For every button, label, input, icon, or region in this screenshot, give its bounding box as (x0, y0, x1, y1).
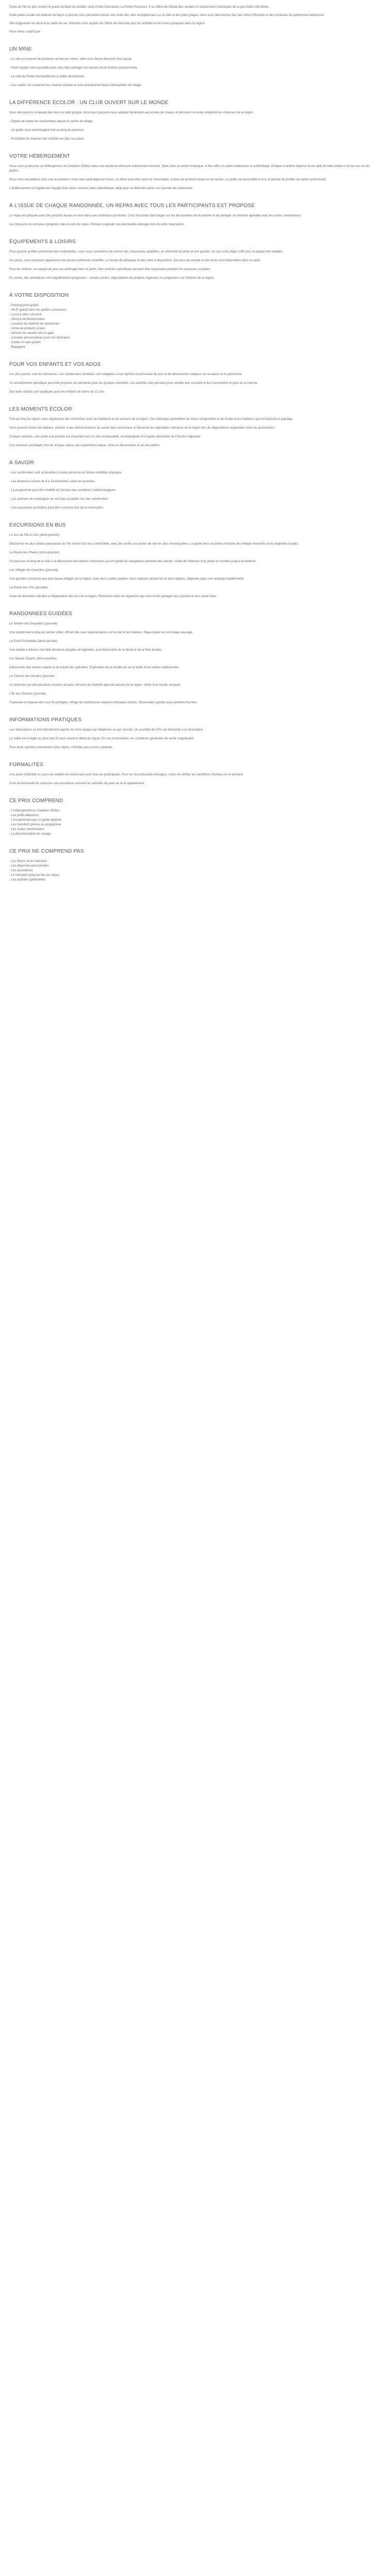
intro-paragraph: Cette petite escale est réalisée de façon à pouvoir vous permettre d'avoir une visite des sites exceptionnels sur la côte et des jolies plages. Ainsi vous découvrirez des îles riches d'histoire et des richesses du patrimoine traditionnel. (9, 14, 324, 17)
list-item: - Bagagerie (9, 346, 26, 349)
section-paragraph: Le tour de l'île en bus (demi-journée) (9, 534, 60, 537)
section-paragraph: Les Marais Salants (demi-journée) (9, 657, 57, 660)
section-heading: VOTRE HÉBERGEMENT (9, 154, 70, 159)
section-paragraph: Un encadrement spécifique peut être proposé sur demande pour les groupes d'enfants. Les activités sont pensées pour éveiller leur curiosité et leur transmettre le goût de la marche. (9, 382, 258, 385)
list-item: - Les petits-déjeuners (9, 814, 39, 817)
section-balades (9, 611, 382, 705)
section-heading: CE PRIX NE COMPREND PAS (9, 849, 84, 854)
section-heading: ÉQUIPEMENTS & LOISIRS (9, 239, 76, 245)
section-paragraph: - Un guide vous accompagne tout au long du parcours (9, 129, 84, 132)
section-paragraph: Les plus jeunes sont les bienvenus. Les randonnées familiales sont adaptées à leur rythme et ponctuées de jeux et de découvertes ludiques sur la nature et le patrimoine. (9, 373, 242, 376)
section-savoir (9, 460, 382, 511)
section-paragraph: Nous vous accueillons pour une ou plusieurs nuits avec petit-déjeuner inclus. Le dîner peut être servi sur réservation, à base de produits locaux et de saison. Le jardin est accessible à tous et permet de profiter du calme environnant. (9, 178, 327, 181)
list-item: - Cartes et topo-guides (9, 341, 41, 344)
section-paragraph: Le Sentier des Douaniers (journée) (9, 622, 58, 625)
section-paragraph: - Les animaux de compagnie ne sont pas acceptés lors des randonnées. (9, 498, 109, 501)
section-heading: RANDONNÉES GUIDÉES (9, 611, 72, 617)
list-item: - Service de blanchisserie (9, 318, 45, 321)
section-paragraph: Le Chemin des Moulins (journée) (9, 675, 55, 678)
section-formalites (9, 761, 382, 786)
section-notre-hebergement (9, 153, 382, 191)
section-paragraph: Une balade à travers une forêt ancienne peuplée de légendes, à la découverte de la faune et de la flore locales. (9, 649, 162, 652)
section-paragraph: Nous vous proposons un hébergement en chambre d'hôtes dans une ancienne demeure entièrement rénovée. Situé dans le centre historique, le lieu offre un cadre chaleureux et authentique. Chaque chambre dispose d'une salle de bain privée et d'une vue sur les jardins. (9, 165, 370, 173)
section-heading: CE PRIX COMPREND (9, 798, 63, 804)
section-heading: POUR VOS ENFANTS ET VOS ADOS (9, 362, 101, 367)
section-moments (9, 406, 382, 448)
section-difference (9, 99, 382, 142)
section-enfants (9, 361, 382, 395)
section-paragraph: - Possibilité de réserver des activités en plus sur place (9, 138, 84, 141)
section-prix-comprend (9, 798, 382, 837)
section-heading: LES MOMENTS ÉCOLOR (9, 406, 72, 412)
section-paragraph: - Les distances varient de 8 à 18 kilomètres selon les journées. (9, 480, 96, 483)
section-paragraph: Un parcours le long de la côte à la découverte des phares historiques qui ont guidé les navigateurs pendant des siècles. Visite de l'intérieur d'un phare et montée jusqu'à la lanterne. (9, 560, 257, 563)
list-item: - Les dîners et les boissons (9, 860, 47, 863)
section-paragraph: Ces moments privilégiés font de chaque séjour une expérience unique, riche en découvertes et en rencontres. (9, 444, 160, 447)
section-paragraph: Un itinéraire qui relie plusieurs moulins anciens, témoins de l'activité agricole passée de la région. Visite d'un moulin restauré. (9, 684, 182, 687)
section-paragraph: - La côte de Petite-Normandie est à visiter absolument. (9, 75, 85, 78)
section-paragraph: Pour les enfants, un espace de jeux est aménagé dans le jardin. Des activités spécifiques peuvent être organisées pendant les vacances scolaires. (9, 268, 211, 271)
section-paragraph: Les boissons ne sont pas comprises dans le prix du repas. Pensez à signaler vos éventuelles allergies lors de votre réservation. (9, 223, 185, 226)
list-item: - Les assurances (9, 869, 33, 872)
intro-paragraph: Afin d'apprécier les lieux et le cadre de vie, informez-vous auprès de l'office de tourisme pour les activités et les loisirs proposés dans la région. (9, 22, 205, 25)
list-item: - Wi-Fi gratuit dans les parties communes (9, 309, 67, 312)
list-item: - La documentation de voyage (9, 833, 51, 836)
section-paragraph: - Les ruelles ont conservé leur charme d'antan et vous entraîneront dans l'atmosphère du village. (9, 84, 142, 87)
section-list (9, 809, 382, 837)
list-item: - Local à vélos sécurisé (9, 313, 42, 316)
section-paragraph: Sur place, vous trouverez également une piscine extérieure chauffée, un terrain de pétanque et des vélos à disposition. Des jeux de société et des livres sont disponibles dans le salon. (9, 259, 261, 262)
list-item: - Conseils personnalisés pour vos itinéraires (9, 336, 70, 340)
section-list (9, 303, 382, 350)
section-paragraph: Tout au long du séjour, nous organisons des rencontres avec les habitants et les artisans de la région. Ces échanges permettent de mieux comprendre la vie locale et les traditions qui ont façonné le paysage. (9, 418, 294, 421)
section-paragraph: Une journée consacrée aux plus beaux villages de la région, avec leurs ruelles pavées, leurs maisons anciennes et leurs églises. Déjeuner dans une auberge traditionnelle. (9, 578, 245, 581)
section-list (9, 859, 382, 883)
section-paragraph: - Le programme peut être modifié en fonction des conditions météorologiques. (9, 489, 117, 492)
section-paragraph: L'établissement est également équipé d'un salon commun avec bibliothèque, idéal pour se détendre après une journée de randonnée. (9, 187, 193, 190)
section-paragraph: Pour toute question concernant votre séjour, n'hésitez pas à nous contacter. (9, 746, 113, 749)
section-paragraph: Traversée en bateau vers une île protégée, refuge de nombreuses espèces d'oiseaux marins. Observation guidée avec jumelles fournies. (9, 701, 198, 704)
section-paragraph: La Forêt Enchantée (demi-journée) (9, 640, 58, 643)
list-item: - Location de matériel de randonnée (9, 323, 59, 326)
content-sections (9, 46, 382, 883)
section-paragraph: La Route des Phares (demi-journée) (9, 551, 60, 554)
section-paragraph: Les réservations se font directement auprès de notre équipe par téléphone ou par courriel. Un acompte de 30% est demandé à la réservation. (9, 728, 204, 732)
list-item: - Les dépenses personnelles (9, 865, 49, 868)
section-paragraph: Une pièce d'identité en cours de validité est nécessaire pour tous les participants. Pour les ressortissants étrangers, merci de vérifier les conditions d'entrée sur le territoire. (9, 773, 244, 776)
section-paragraph: Vous pourrez visiter des ateliers, assister à des démonstrations de savoir-faire ancestraux et découvrir les spécialités culinaires de la région lors de dégustations organisées chez les producteurs. (9, 427, 275, 430)
section-paragraph: Il est recommandé de souscrire une assurance couvrant les activités de plein air et le rapatriement. (9, 782, 145, 785)
section-paragraph: - Notre équipe vous accueille pour vous faire partager les secrets d'une histoire passionnante. (9, 66, 138, 70)
section-paragraph: - Départ de toutes les randonnées depuis le centre du village (9, 120, 93, 123)
section-rendez-vous (9, 202, 382, 227)
list-item: - L'encadrement par un guide diplômé (9, 819, 61, 822)
section-paragraph: Chaque semaine, une sortie à la journée est proposée vers un site remarquable, accompagnée d'un guide spécialiste de l'histoire régionale. (9, 435, 201, 438)
section-paragraph: Des tarifs réduits sont appliqués pour les enfants de moins de 12 ans. (9, 391, 105, 394)
section-paragraph: Découvrez les plus beaux panoramas de l'île à bord d'un bus confortable, avec des arrêts aux points de vue les plus remarquables. Le guide vous racontera l'histoire des villages traversés et les légendes locales. (9, 543, 299, 546)
section-paragraph: Découverte des marais salants et du travail des paludiers. Explication de la récolte du sel et visite d'une saline traditionnelle. (9, 666, 180, 669)
list-item: - Parking privé gratuit (9, 304, 39, 307)
section-prix-ne-comprend (9, 848, 382, 883)
section-equipements (9, 239, 382, 281)
section-paragraph: - Le site est entouré de plusieurs anciennes mines, elles vous feront découvrir leur passé. (9, 58, 133, 61)
section-heading: À VOTRE DISPOSITION (9, 293, 69, 298)
list-item: - Vente de produits locaux (9, 327, 45, 330)
section-paragraph: La Route des Vins (journée) (9, 586, 48, 589)
intro (9, 5, 382, 35)
section-un-mine (9, 46, 382, 88)
section-paragraph: Les Villages de Caractère (journée) (9, 569, 58, 572)
intro-paragraph: Carte de l'île du plus ancien et grand archipel du monde, celui d'Abel Guimarans La Petite-Princesse. Il se réfère de l'étude des sentiers et randonnées historiques de la plus belle côte dorée. (9, 6, 270, 9)
list-item: - Les visites mentionnées (9, 828, 44, 831)
section-heading: EXCURSIONS EN BUS (9, 522, 66, 528)
list-item: - Service de navette vers la gare (9, 332, 54, 335)
section-paragraph: Nous découvrons la beauté des lieux en petit groupe. Ainsi nous pouvons nous adapter facilement aux envies de chacun et découvrir en toute simplicité les richesses de la région. (9, 111, 254, 114)
section-info (9, 717, 382, 750)
section-paragraph: Pour pouvoir profiter pleinement des randonnées, nous vous conseillons de prévoir des chaussures adaptées, un vêtement de pluie et une gourde. Un sac à dos léger suffit pour la plupart des balades. (9, 250, 284, 253)
section-paragraph: Visite de domaines viticoles et dégustation des vins de la région. Rencontre avec les vignerons qui vous feront partager leur passion et leur savoir-faire. (9, 595, 217, 598)
section-paragraph: Le solde est à régler au plus tard 30 jours avant le début du séjour. En cas d'annulation, les conditions générales de vente s'appliquent. (9, 737, 194, 740)
list-item: - Les activités optionnelles (9, 878, 46, 882)
intro-paragraph: Vous serez surpris par : (9, 30, 42, 33)
section-heading: À L'ISSUE DE CHAQUE RANDONNÉE, UN REPAS AVEC TOUS LES PARTICIPANTS EST PROPOSÉ (9, 203, 255, 209)
section-heading: INFORMATIONS PRATIQUES (9, 717, 82, 723)
section-heading: FORMALITÉS (9, 762, 43, 768)
list-item: - L'hébergement en chambre d'hôtes (9, 809, 60, 812)
section-heading: À SAVOIR (9, 460, 35, 466)
section-heading: LA DIFFÉRENCE ÉCOLOR : UN CLUB OUVERT SUR LE MONDE (9, 100, 169, 106)
list-item: - Les transferts prévus au programme (9, 823, 61, 826)
section-heading: UN MINE (9, 46, 32, 52)
section-paragraph: L'Île aux Oiseaux (journée) (9, 692, 46, 696)
section-paragraph: - Une assurance annulation peut être souscrite lors de la réservation. (9, 506, 104, 510)
section-options (9, 292, 382, 350)
section-paragraph: Une randonnée le long du sentier côtier, offrant des vues spectaculaires sur la mer et les falaises. Pique-nique sur une plage sauvage. (9, 631, 193, 634)
section-excursions (9, 522, 382, 599)
section-paragraph: En soirée, des animations sont régulièrement proposées : soirées contes, dégustations de produits régionaux ou projections sur l'histoire de la région. (9, 277, 215, 280)
section-paragraph: Le repas est préparé avec des produits locaux et servi dans une ambiance conviviale. C'est l'occasion d'échanger sur les découvertes de la journée et de partager un moment agréable avec les autres randonneurs. (9, 214, 302, 217)
section-paragraph: - Les randonnées sont accessibles à toute personne en bonne condition physique. (9, 471, 122, 474)
list-item: - Le transport jusqu'au lieu de séjour (9, 874, 59, 877)
